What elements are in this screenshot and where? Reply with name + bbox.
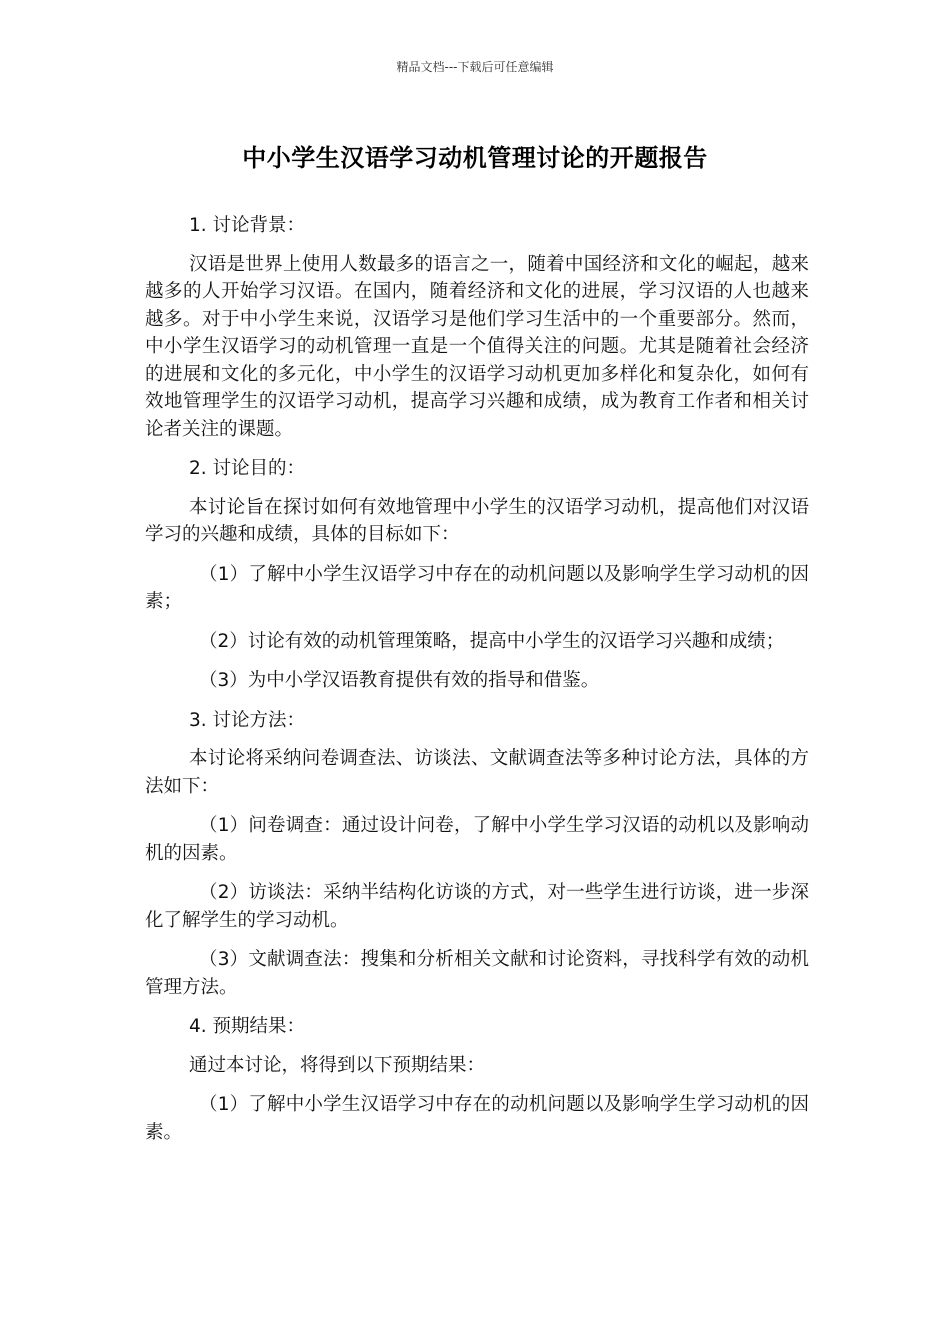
list-item-purpose-1: （1）了解中小学生汉语学习中存在的动机问题以及影响学生学习动机的因素； — [145, 563, 809, 612]
list-item-results-1: （1）了解中小学生汉语学习中存在的动机问题以及影响学生学习动机的因素。 — [145, 1094, 809, 1143]
list-item-purpose-3: （3）为中小学汉语教育提供有效的指导和借鉴。 — [199, 670, 600, 691]
list-item-method-2: （2）访谈法：采纳半结构化访谈的方式，对一些学生进行访谈，进一步深化了解学生的学习动机。 — [145, 882, 809, 931]
paragraph-purpose-intro: 本讨论旨在探讨如何有效地管理中小学生的汉语学习动机，提高他们对汉语学习的兴趣和成绩，具体的目标如下： — [145, 496, 809, 545]
list-item-method-1: （1）问卷调查：通过设计问卷，了解中小学生学习汉语的动机以及影响动机的因素。 — [145, 815, 809, 864]
paragraph-background: 汉语是世界上使用人数最多的语言之一，随着中国经济和文化的崛起，越来越多的人开始学习汉语。在国内，随着经济和文化的进展，学习汉语的人也越来越多。对于中小学生来说，汉语学习是他们学习生活中的一个重要部分。然而，中小学生汉语学习的动机管理一直是一个值得关注的问题。尤其是随着社会经济的进展和文化的多元化，中小学生的汉语学习动机更加多样化和复杂化，如何有效地管理学生的汉语学习动机，提高学习兴趣和成绩，成为教育工作者和相关讨论者关注的课题。 — [145, 253, 809, 440]
section-heading-background: 1. 讨论背景： — [189, 215, 306, 236]
document-title: 中小学生汉语学习动机管理讨论的开题报告 — [242, 144, 708, 172]
list-item-method-3: （3）文献调查法：搜集和分析相关文献和讨论资料，寻找科学有效的动机管理方法。 — [145, 949, 809, 998]
header-note: 精品文档---下载后可任意编辑 — [396, 60, 554, 74]
section-heading-results: 4. 预期结果： — [189, 1016, 306, 1037]
section-heading-method: 3. 讨论方法： — [189, 709, 306, 731]
list-item-purpose-2: （2）讨论有效的动机管理策略，提高中小学生的汉语学习兴趣和成绩； — [199, 630, 785, 652]
section-heading-purpose: 2. 讨论目的： — [189, 458, 306, 479]
paragraph-method-intro: 本讨论将采纳问卷调查法、访谈法、文献调查法等多种讨论方法，具体的方法如下： — [145, 748, 809, 797]
paragraph-results-intro: 通过本讨论，将得到以下预期结果： — [189, 1054, 486, 1076]
document-body — [145, 212, 809, 1158]
